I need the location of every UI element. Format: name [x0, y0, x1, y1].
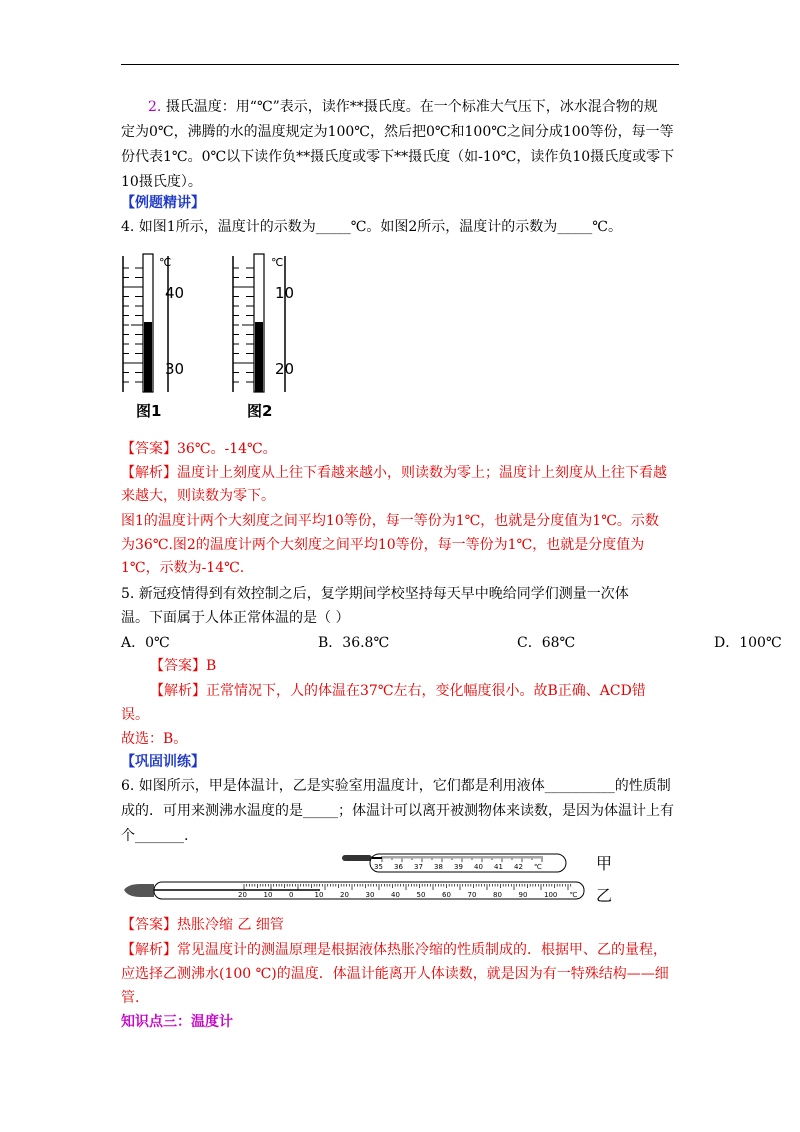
q5-option-b: B．36.8℃	[318, 635, 390, 651]
lab-tick-label: ℃	[569, 891, 578, 899]
knowledge-point-heading: 知识点三：温度计	[121, 1014, 233, 1030]
q6-answer: 【答案】热胀冷缩 乙 细管	[121, 917, 284, 933]
intro-line-2: 定为0℃，沸腾的水的温度规定为100℃，然后把0℃和100℃之间分成100等份，每一等	[121, 124, 674, 140]
q6-line-2: 成的．可用来测沸水温度的是_____；体温计可以离开被测物体来读数，是因为体温计上有	[121, 803, 674, 819]
fig2-top-label: 10	[275, 284, 295, 302]
clinical-tick-label: 41	[494, 863, 503, 871]
q5-answer: 【答案】B	[150, 658, 217, 674]
thermometer-fig1	[123, 254, 184, 392]
label-jia: 甲	[596, 854, 613, 873]
clinical-tick-label: 35	[374, 863, 383, 871]
q4-text: 4. 如图1所示，温度计的示数为_____℃。如图2所示，温度计的示数为_____℃。	[121, 219, 622, 235]
q5-option-a: A．0℃	[121, 635, 170, 651]
q6-line-1: 6. 如图所示，甲是体温计，乙是实验室用温度计，它们都是利用液体__________的性质制	[121, 778, 671, 794]
fig2-unit-label: ℃	[271, 256, 284, 269]
lab-tick-label: 20	[340, 891, 349, 899]
label-yi: 乙	[596, 886, 613, 905]
q6-thermometers	[120, 846, 640, 908]
q6-analysis-3: 管.	[121, 990, 140, 1006]
fig2-bottom-label: 20	[275, 360, 295, 378]
lab-tick-label: 50	[416, 891, 426, 899]
intro-number: 2.	[148, 99, 162, 115]
fig1-caption: 图1	[136, 402, 162, 420]
section-practice-heading: 【巩固训练】	[121, 754, 205, 770]
lab-tick-label: 10	[314, 891, 324, 899]
clinical-tick-label: 38	[434, 863, 443, 871]
q4-analysis-1: 【解析】温度计上刻度从上往下看越来越小，则读数为零上；温度计上刻度从上往下看越	[121, 465, 667, 481]
lab-tick-label: 40	[391, 891, 400, 899]
lab-tick-label: 60	[442, 891, 451, 899]
q5-analysis-2: 误。	[121, 707, 149, 723]
q4-thermometer-figures	[115, 250, 315, 398]
lab-tick-label: 0	[289, 891, 294, 899]
clinical-tick-label: 36	[394, 863, 403, 871]
lab-tick-label: 30	[365, 891, 375, 899]
q4-analysis-3: 图1的温度计两个大刻度之间平均10等份，每一等份为1℃，也就是分度值为1℃。示数	[121, 513, 659, 529]
intro-line-4: 10摄氏度）。	[121, 174, 202, 190]
q5-option-d: D．100℃	[714, 635, 782, 651]
section-example-heading: 【例题精讲】	[121, 195, 205, 211]
lab-tick-label: 80	[493, 891, 502, 899]
q6-analysis-1: 【解析】常见温度计的测温原理是根据液体热胀冷缩的性质制成的．根据甲、乙的量程，	[121, 942, 667, 958]
clinical-tick-label: 42	[514, 863, 523, 871]
q4-analysis-2: 来越大，则读数为零下。	[121, 488, 275, 504]
lab-tick-label: 10	[263, 891, 273, 899]
lab-tick-label: 90	[518, 891, 528, 899]
clinical-tick-label: 39	[454, 863, 463, 871]
q4-answer: 【答案】36℃。-14℃。	[121, 441, 277, 457]
fig1-top-label: 40	[165, 284, 185, 302]
clinical-thermometer	[342, 854, 566, 872]
q6-analysis-2: 应选择乙测沸水(100 ℃)的温度．体温计能离开人体读数，就是因为有一特殊结构——细	[121, 966, 669, 982]
q4-analysis-5: 1℃，示数为-14℃.	[121, 560, 245, 576]
intro-line-1: 2. 摄氏温度：用“℃”表示，读作**摄氏度。在一个标准大气压下，冰水混合物的规	[148, 99, 658, 115]
lab-thermometer	[124, 882, 584, 899]
clinical-tick-label: 37	[414, 863, 423, 871]
thermometer-fig2	[233, 254, 294, 392]
q5-line-1: 5. 新冠疫情得到有效控制之后，复学期间学校坚持每天早中晚给同学们测量一次体	[121, 586, 629, 602]
q6-line-3: 个_______.	[121, 828, 189, 844]
clinical-tick-label: ℃	[534, 863, 542, 871]
intro-line-3: 份代表1℃。0℃以下读作负**摄氏度或零下**摄氏度（如-10℃，读作负10摄氏度或零下	[121, 149, 675, 165]
fig2-caption: 图2	[247, 402, 273, 420]
q5-analysis-3: 故选：B。	[121, 731, 188, 747]
q4-analysis-4: 为36℃.图2的温度计两个大刻度之间平均10等份，每一等份为1℃，也就是分度值为	[121, 537, 645, 553]
lab-tick-label: 70	[467, 891, 477, 899]
fig1-bottom-label: 30	[165, 360, 185, 378]
q5-analysis-1: 【解析】正常情况下，人的体温在37℃左右，变化幅度很小。故B正确、ACD错	[150, 683, 646, 699]
q5-option-c: C．68℃	[517, 635, 576, 651]
lab-tick-label: 20	[238, 891, 247, 899]
header-rule	[121, 64, 679, 65]
clinical-tick-label: 40	[474, 863, 483, 871]
q5-line-2: 温。下面属于人体正常体温的是（ ）	[121, 610, 350, 626]
fig1-unit-label: ℃	[159, 256, 172, 269]
lab-tick-label: 100	[544, 891, 558, 899]
